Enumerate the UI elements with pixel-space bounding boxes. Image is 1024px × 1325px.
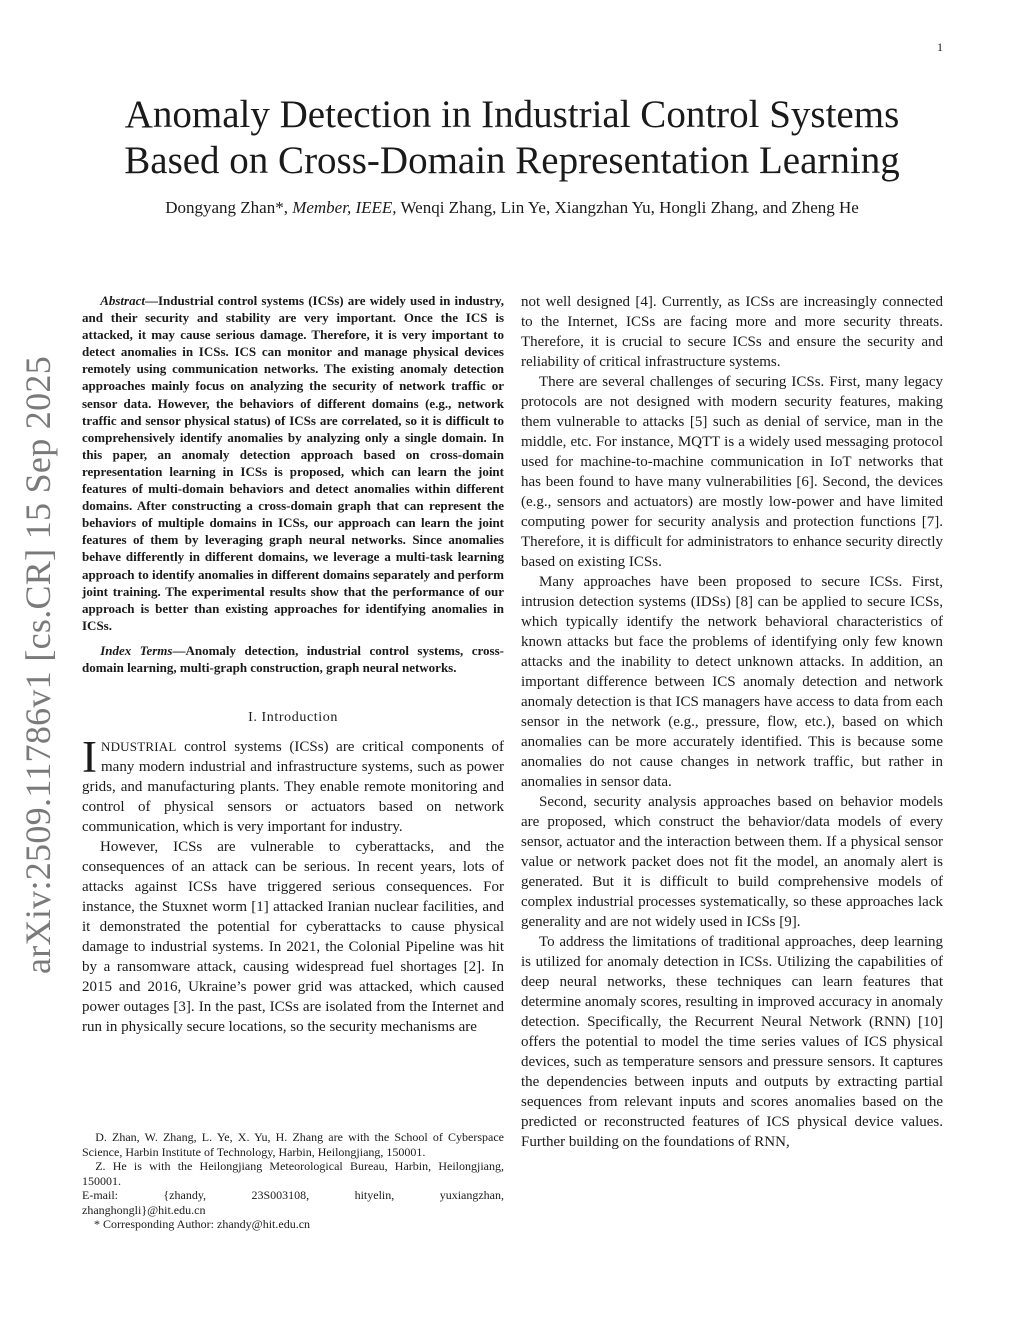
index-terms-text: Anomaly detection, industrial control systems, cross-domain learning, multi-graph construction, graph neural networks. — [82, 642, 504, 675]
paper-title-line-1: Anomaly Detection in Industrial Control Systems — [124, 93, 900, 136]
footnote-corresponding-author: * Corresponding Author: zhandy@hit.edu.cn — [94, 1217, 311, 1231]
right-paragraph-5: To address the limitations of traditional approaches, deep learning is utilized for anomaly detection in ICSs. Utilizing the capabilities of deep neural networks, these techniques can learn features that determine anomaly scores, resulting in improved accuracy in anomaly detection. Specifically, the Recurrent Neural Network (RNN) [10] offers the potential to model the time series values of ICS physical devices, such as temperature sensors and pressure sensors. It captures the dependencies between inputs and outputs by extracting partial sequences from relevant inputs and scores anomalies based on the predicted or reconstructed features of ICS physical device values. Further building on the foundations of RNN, — [521, 934, 943, 1150]
footnote-affiliation-2: Z. He is with the Heilongjiang Meteorological Bureau, Harbin, Heilongjiang, 150001. — [82, 1159, 504, 1188]
intro-paragraph-1 — [82, 732, 504, 837]
abstract: Abstract—Industrial control systems (ICSs) are widely used in industry, and their security and stability are very important. Once the ICS is attacked, it may cause serious damage. Therefore, it is very important to detect anomalies in ICSs. ICS can monitor and manage physical devices remotely using communication networks. The existing anomaly detection approaches mainly focus on analyzing the security of network traffic or sensor data. However, the behaviors of different domains (e.g., network traffic and sensor physical status) of ICSs are correlated, so it is difficult to comprehensively identify anomalies by analyzing only a single domain. In this paper, an anomaly detection approach based on cross-domain representation learning in ICSs is proposed, which can learn the joint features of multi-domain behaviors and detect anomalies within different domains. After constructing a cross-domain graph that can represent the behaviors of multiple domains in ICSs, our approach can learn the joint features of them by leveraging graph neural networks. Since anomalies behave differently in different domains, we leverage a multi-task learning approach to identify anomalies in different domains separately and perform joint training. The experimental results show that the performance of our approach is better than existing approaches for identifying anomalies in ICSs. — [82, 293, 504, 633]
email-part: hityelin, — [354, 1188, 395, 1202]
footnote-email — [82, 1188, 504, 1203]
paper-title-line-2: Based on Cross-Domain Representation Learning — [124, 139, 900, 182]
right-paragraph-1: not well designed [4]. Currently, as ICSs are increasingly connected to the Internet, ICSs are facing more and more security threats. Therefore, it is crucial to secure ICSs and ensure the security and reliability of critical infrastructure systems. — [521, 294, 943, 370]
email-part: 23S003108, — [251, 1188, 310, 1202]
index-terms-label: Index Terms — [100, 642, 173, 658]
author-rest: Wenqi Zhang, Lin Ye, Xiangzhan Yu, Hongli Zhang, and Zheng He — [400, 198, 859, 217]
footnote-affiliation-1: D. Zhan, W. Zhang, L. Ye, X. Yu, H. Zhang are with the School of Cyberspace Science, Harbin Institute of Technology, Harbin, Heilongjiang, 150001. — [82, 1130, 504, 1159]
author-first: Dongyang Zhan*, — [165, 198, 288, 217]
footnote-email-line-2: zhanghongli}@hit.edu.cn — [82, 1202, 206, 1217]
abstract-label: Abstract — [100, 293, 145, 308]
intro-paragraph-2: However, ICSs are vulnerable to cyberattacks, and the consequences of an attack can be serious. In recent years, lots of attacks against ICSs have triggered serious consequences. For instance, the Stuxnet worm [1] attacked Iranian nuclear facilities, and it demonstrated the potential for cyberattacks to cause physical damage to industrial systems. In 2021, the Colonial Pipeline was hit by a ransomware attack, causing widespread fuel shortages [2]. In 2015 and 2016, Ukraine’s power grid was attacked, which caused power outages [3]. In the past, ICSs are isolated from the Internet and run in physically secure locations, so the security mechanisms are — [82, 839, 504, 1036]
right-column — [521, 292, 943, 1152]
section-heading-introduction: I. Introduction — [248, 710, 338, 726]
footnotes — [82, 1130, 504, 1232]
abstract-text: Industrial control systems (ICSs) are widely used in industry, and their security and stability are very important. Once the ICS is attacked, it may cause serious damage. Therefore, it is very important to detect anomalies in ICSs. ICS can monitor and manage physical devices remotely using communication networks. The existing anomaly detection approaches mainly focus on analyzing the security of network traffic or sensor data. However, the behaviors of different domains (e.g., network traffic and sensor physical status) of ICSs are correlated, so it is difficult to comprehensively identify anomalies by analyzing only a single domain. In this paper, an anomaly detection approach based on cross-domain representation learning in ICSs is proposed, which can learn the joint features of multi-domain behaviors and detect anomalies within different domains. After constructing a cross-domain graph that can represent the behaviors of multiple domains in ICSs, our approach can learn the joint features of them by leveraging graph neural networks. Since anomalies behave differently in different domains, we leverage a multi-task learning approach to identify anomalies in different domains separately and perform joint training. The experimental results show that the performance of our approach is better than existing approaches for identifying anomalies in ICSs. — [82, 293, 504, 633]
right-paragraph-3: Many approaches have been proposed to secure ICSs. First, intrusion detection systems (IDSs) [8] can be applied to secure ICSs, which typically identify the network behavioral characteristics of known attacks but face the problems of identifying only few known attacks and the inability to detect unknown attacks. In addition, an important difference between ICS anomaly detection and network anomaly detection is that ICS managers have access to data from each sensor in the network (e.g., pressure, flow, etc.), based on which anomalies can be more accurately identified. This is because some anomalies do not cause changes in network traffic, but rather in anomalies in sensor data. — [521, 574, 943, 790]
right-paragraph-2: There are several challenges of securing ICSs. First, many legacy protocols are not designed with modern security features, making them vulnerable to attacks [5] such as denial of service, man in the middle, etc. For instance, MQTT is a widely used messaging protocol used for machine-to-machine communication in IoT networks that has been found to have many vulnerabilities [6]. Second, the devices (e.g., sensors and actuators) are mostly low-power and have limited computing power for security analysis and protection functions [7]. Therefore, it is difficult for administrators to enhance security directly based on existing ICSs. — [521, 374, 943, 570]
email-part: {zhandy, — [163, 1188, 207, 1202]
email-part: E-mail: — [82, 1188, 118, 1202]
arxiv-identifier — [6, 355, 70, 975]
right-paragraph-4: Second, security analysis approaches based on behavior models are proposed, which construct the behavior/data models of every sensor, actuator and the interaction between them. If a physical sensor value or network packet does not fit the model, an anomaly alert is generated. But it is difficult to build comprehensive models of complex industrial processes systematically, so these approaches lack generality and are not widely used in ICSs [9]. — [521, 794, 943, 930]
dropcap: I — [82, 732, 97, 783]
author-list — [60, 198, 964, 218]
email-part: yuxiangzhan, — [439, 1188, 504, 1202]
intro-paragraph-1-text: control systems (ICSs) are critical components of many modern industrial and infrastructure systems, such as power grids, and manufacturing plants. They enable remote monitoring and control of physical sensors or actuators based on network communication, which is very important for industry. — [82, 739, 504, 836]
intro-first-word: NDUSTRIAL — [101, 739, 177, 755]
left-column — [82, 292, 504, 1037]
author-role: Member, IEEE, — [292, 198, 397, 217]
paper-title — [60, 92, 964, 184]
page-number: 1 — [937, 40, 943, 54]
arxiv-identifier-text: arXiv:2509.11786v1 [cs.CR] 15 Sep 2025 — [18, 355, 58, 975]
index-terms: Index Terms—Anomaly detection, industrial control systems, cross-domain learning, multi-graph construction, graph neural networks. — [82, 642, 504, 675]
